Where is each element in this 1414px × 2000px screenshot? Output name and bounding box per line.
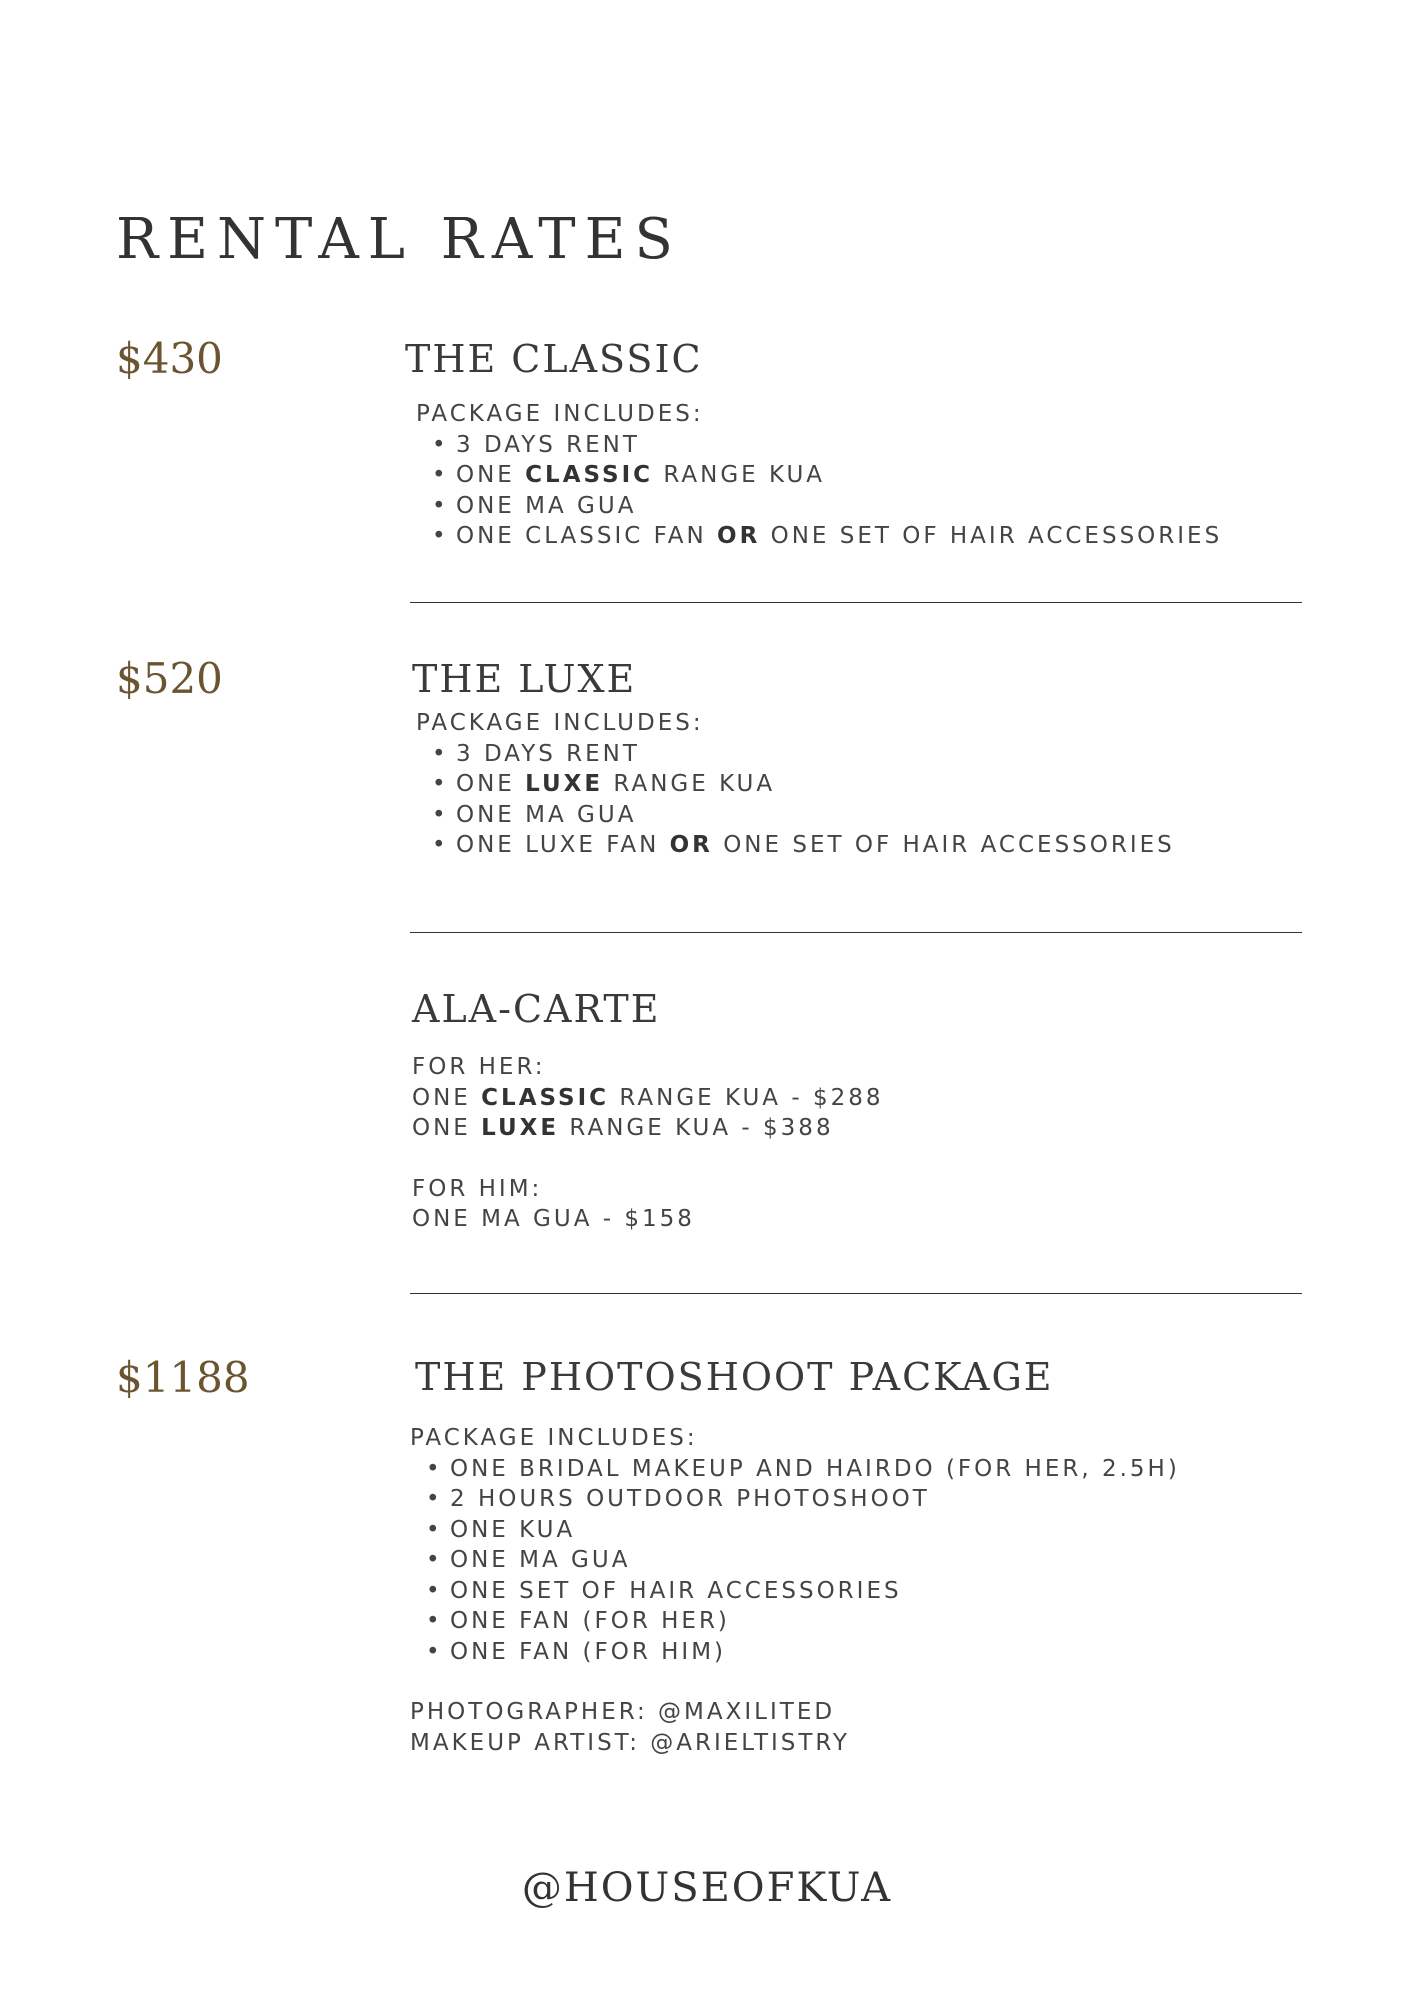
list-item: • ONE BRIDAL MAKEUP AND HAIRDO (FOR HER, 2.5H) <box>450 1454 1180 1485</box>
for-him-label: FOR HIM: <box>412 1175 543 1202</box>
him-line: ONE MA GUA - $158 <box>412 1206 695 1232</box>
photoshoot-includes <box>410 1423 1180 1758</box>
classic-price: $430 <box>116 334 223 383</box>
list-item: • ONE LUXE RANGE KUA <box>456 769 1175 800</box>
luxe-items-list <box>416 739 1175 861</box>
footer-handle: @HOUSEOFKUA <box>521 1865 893 1911</box>
list-item: • ONE FAN (FOR HIM) <box>450 1637 1180 1668</box>
photoshoot-title: THE PHOTOSHOOT PACKAGE <box>415 1355 1054 1399</box>
list-item: • ONE CLASSIC RANGE KUA <box>456 460 1222 491</box>
list-item: • ONE CLASSIC FAN OR ONE SET OF HAIR ACCESSORIES <box>456 521 1222 552</box>
luxe-includes <box>416 708 1175 861</box>
her-line: ONE CLASSIC RANGE KUA - $288 <box>412 1084 884 1111</box>
luxe-title: THE LUXE <box>412 657 637 701</box>
classic-title: THE CLASSIC <box>405 337 703 381</box>
alacarte-title: ALA-CARTE <box>412 987 661 1031</box>
divider <box>410 932 1302 933</box>
list-item: • 3 DAYS RENT <box>456 739 1175 770</box>
classic-includes-label: PACKAGE INCLUDES: <box>416 401 704 427</box>
list-item: • ONE FAN (FOR HER) <box>450 1606 1180 1637</box>
photoshoot-includes-label: PACKAGE INCLUDES: <box>410 1425 698 1451</box>
classic-includes <box>416 399 1222 552</box>
makeup-artist-credit: MAKEUP ARTIST: @ARIELTISTRY <box>410 1729 850 1756</box>
classic-items-list <box>416 430 1222 552</box>
list-item: • ONE MA GUA <box>456 800 1175 831</box>
photoshoot-items-list <box>410 1454 1180 1668</box>
page-title: RENTAL RATES <box>116 207 682 272</box>
list-item: • ONE KUA <box>450 1515 1180 1546</box>
photoshoot-price: $1188 <box>116 1353 250 1402</box>
for-her-label: FOR HER: <box>412 1054 546 1080</box>
list-item: • ONE MA GUA <box>450 1545 1180 1576</box>
photographer-credit: PHOTOGRAPHER: @MAXILITED <box>410 1699 836 1725</box>
her-line: ONE LUXE RANGE KUA - $388 <box>412 1115 834 1141</box>
luxe-includes-label: PACKAGE INCLUDES: <box>416 710 704 736</box>
list-item: • ONE LUXE FAN OR ONE SET OF HAIR ACCESSORIES <box>456 830 1175 861</box>
list-item: • ONE MA GUA <box>456 491 1222 522</box>
luxe-price: $520 <box>116 654 223 703</box>
list-item: • 3 DAYS RENT <box>456 430 1222 461</box>
alacarte-details <box>412 1052 883 1235</box>
divider <box>410 1293 1302 1294</box>
list-item: • ONE SET OF HAIR ACCESSORIES <box>450 1576 1180 1607</box>
list-item: • 2 HOURS OUTDOOR PHOTOSHOOT <box>450 1484 1180 1515</box>
divider <box>410 602 1302 603</box>
